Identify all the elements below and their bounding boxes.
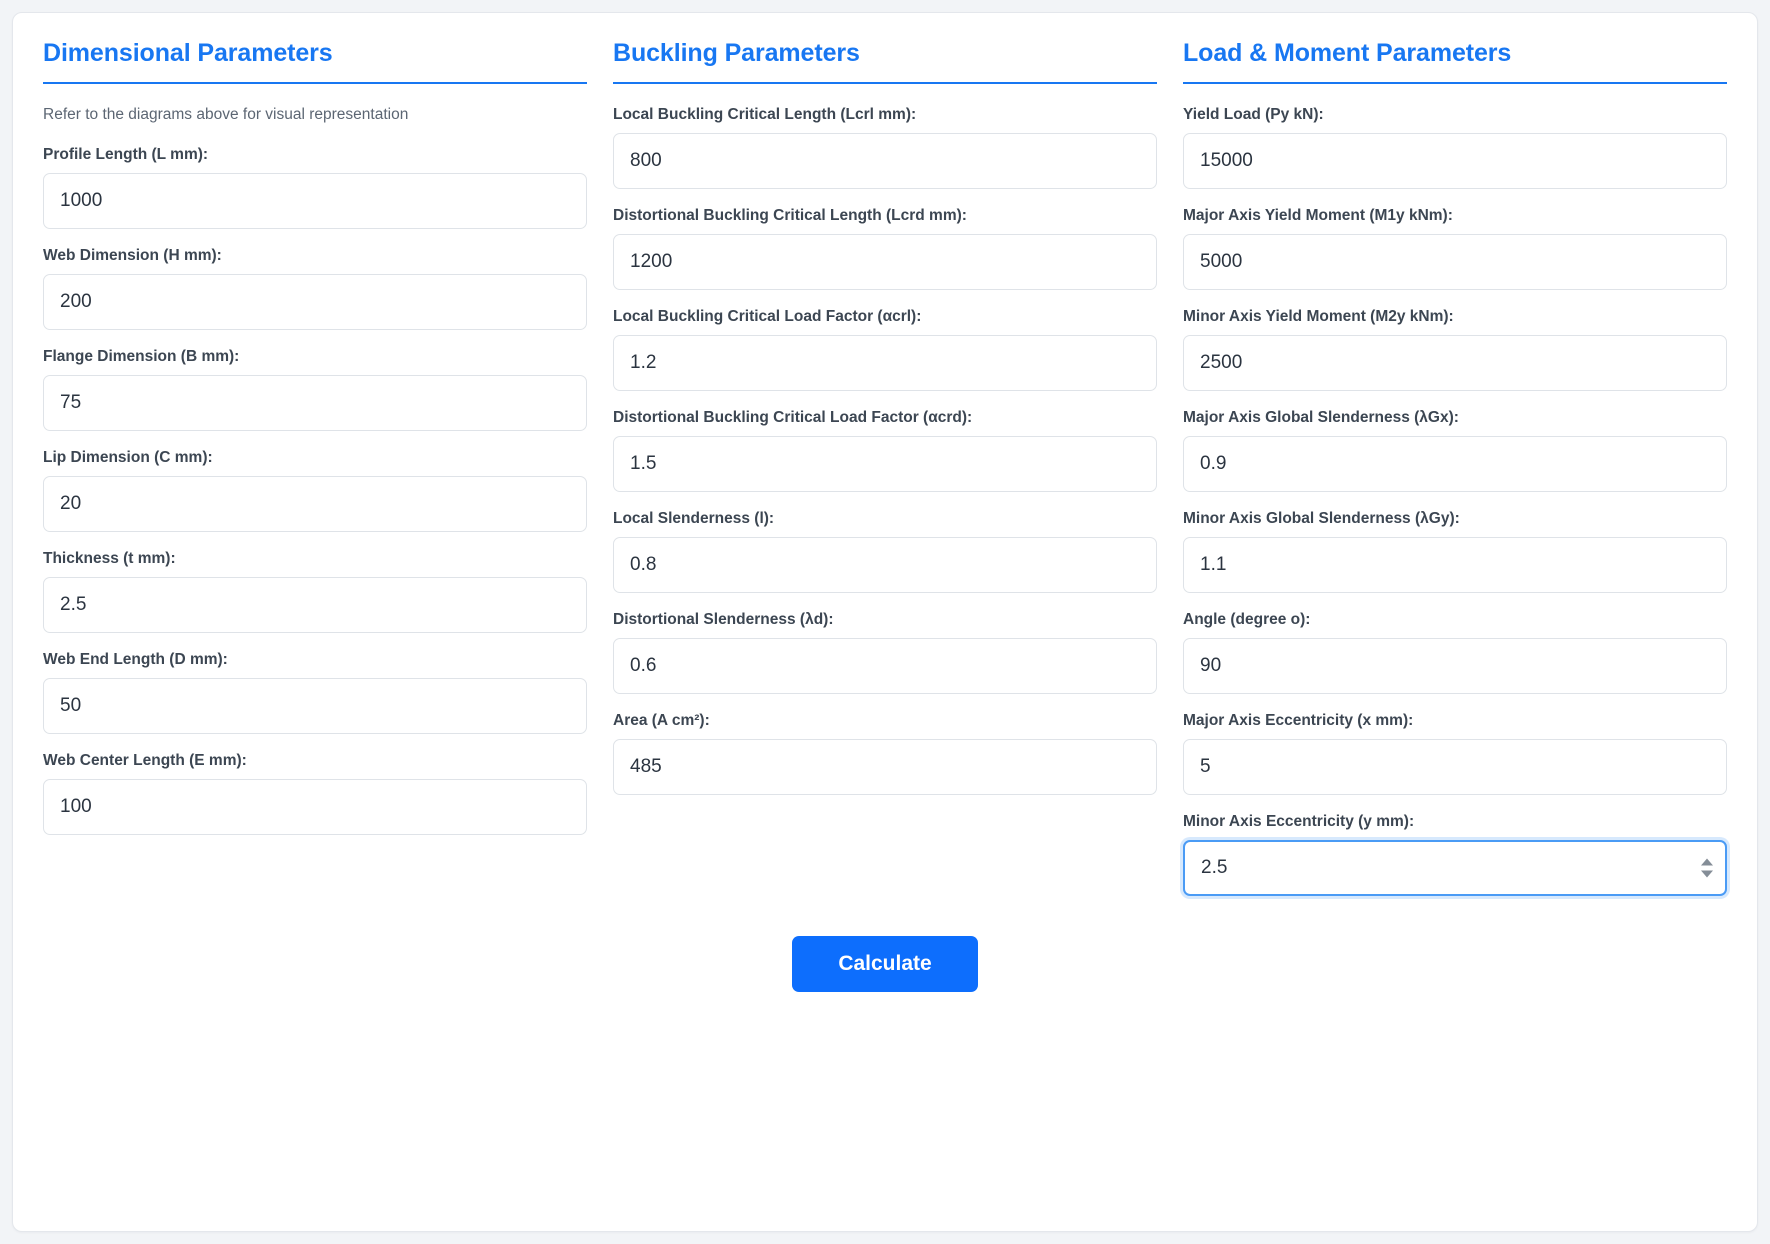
field-web-dimension — [43, 247, 587, 330]
parameters-card — [12, 12, 1758, 1232]
label-lip-dimension: Lip Dimension (C mm): — [43, 449, 213, 466]
input-web-center-length[interactable] — [43, 779, 587, 835]
field-distortional-buckling-critical-length — [613, 207, 1157, 290]
section-title-dimensional: Dimensional Parameters — [43, 35, 587, 84]
input-lip-dimension[interactable] — [43, 476, 587, 532]
field-yield-load — [1183, 106, 1727, 189]
input-minor-axis-global-slenderness[interactable] — [1183, 537, 1727, 593]
stepper-up-icon[interactable] — [1701, 859, 1713, 866]
input-profile-length[interactable] — [43, 173, 587, 229]
input-distortional-buckling-critical-load-factor[interactable] — [613, 436, 1157, 492]
field-minor-axis-global-slenderness — [1183, 510, 1727, 593]
field-distortional-slenderness — [613, 611, 1157, 694]
label-thickness: Thickness (t mm): — [43, 550, 176, 567]
field-major-axis-global-slenderness — [1183, 409, 1727, 492]
label-web-end-length: Web End Length (D mm): — [43, 651, 228, 668]
field-minor-axis-eccentricity — [1183, 813, 1727, 896]
parameter-columns — [43, 35, 1727, 914]
stepper-down-icon[interactable] — [1701, 871, 1713, 878]
label-web-dimension: Web Dimension (H mm): — [43, 247, 222, 264]
input-major-axis-eccentricity[interactable] — [1183, 739, 1727, 795]
field-local-buckling-critical-length — [613, 106, 1157, 189]
field-major-axis-eccentricity — [1183, 712, 1727, 795]
label-major-axis-eccentricity: Major Axis Eccentricity (x mm): — [1183, 712, 1414, 729]
field-major-axis-yield-moment — [1183, 207, 1727, 290]
field-distortional-buckling-critical-load-factor — [613, 409, 1157, 492]
column-dimensional-parameters — [43, 35, 587, 853]
label-distortional-buckling-critical-length: Distortional Buckling Critical Length (Lcrd mm): — [613, 207, 967, 224]
input-minor-axis-eccentricity[interactable] — [1183, 840, 1727, 896]
field-local-slenderness — [613, 510, 1157, 593]
input-minor-axis-yield-moment[interactable] — [1183, 335, 1727, 391]
label-distortional-slenderness: Distortional Slenderness (λd): — [613, 611, 834, 628]
input-yield-load[interactable] — [1183, 133, 1727, 189]
label-major-axis-yield-moment: Major Axis Yield Moment (M1y kNm): — [1183, 207, 1453, 224]
input-local-slenderness[interactable] — [613, 537, 1157, 593]
input-thickness[interactable] — [43, 577, 587, 633]
number-stepper[interactable] — [1701, 859, 1713, 878]
input-local-buckling-critical-length[interactable] — [613, 133, 1157, 189]
input-distortional-buckling-critical-length[interactable] — [613, 234, 1157, 290]
field-angle — [1183, 611, 1727, 694]
column-buckling-parameters — [613, 35, 1157, 813]
form-footer — [43, 936, 1727, 992]
label-area: Area (A cm²): — [613, 712, 710, 729]
input-local-buckling-critical-load-factor[interactable] — [613, 335, 1157, 391]
input-major-axis-yield-moment[interactable] — [1183, 234, 1727, 290]
label-angle: Angle (degree o): — [1183, 611, 1311, 628]
field-local-buckling-critical-load-factor — [613, 308, 1157, 391]
field-minor-axis-yield-moment — [1183, 308, 1727, 391]
input-web-end-length[interactable] — [43, 678, 587, 734]
input-major-axis-global-slenderness[interactable] — [1183, 436, 1727, 492]
label-local-buckling-critical-length: Local Buckling Critical Length (Lcrl mm): — [613, 106, 917, 123]
label-profile-length: Profile Length (L mm): — [43, 146, 209, 163]
field-lip-dimension — [43, 449, 587, 532]
label-web-center-length: Web Center Length (E mm): — [43, 752, 247, 769]
section-title-load-moment: Load & Moment Parameters — [1183, 35, 1727, 84]
calculate-button[interactable]: Calculate — [792, 936, 977, 992]
field-thickness — [43, 550, 587, 633]
input-angle[interactable] — [1183, 638, 1727, 694]
label-local-slenderness: Local Slenderness (l): — [613, 510, 775, 527]
input-distortional-slenderness[interactable] — [613, 638, 1157, 694]
label-yield-load: Yield Load (Py kN): — [1183, 106, 1324, 123]
field-profile-length — [43, 146, 587, 229]
label-distortional-buckling-critical-load-factor: Distortional Buckling Critical Load Factor (αcrd): — [613, 409, 973, 426]
label-flange-dimension: Flange Dimension (B mm): — [43, 348, 240, 365]
field-flange-dimension — [43, 348, 587, 431]
minor-axis-eccentricity-input-wrap — [1183, 840, 1727, 896]
column-load-moment-parameters — [1183, 35, 1727, 914]
field-area — [613, 712, 1157, 795]
diagram-hint-text: Refer to the diagrams above for visual representation — [43, 106, 409, 123]
field-web-center-length — [43, 752, 587, 835]
input-area[interactable] — [613, 739, 1157, 795]
label-major-axis-global-slenderness: Major Axis Global Slenderness (λGx): — [1183, 409, 1459, 426]
section-title-buckling: Buckling Parameters — [613, 35, 1157, 84]
input-web-dimension[interactable] — [43, 274, 587, 330]
label-local-buckling-critical-load-factor: Local Buckling Critical Load Factor (αcrl): — [613, 308, 922, 325]
input-flange-dimension[interactable] — [43, 375, 587, 431]
label-minor-axis-global-slenderness: Minor Axis Global Slenderness (λGy): — [1183, 510, 1460, 527]
label-minor-axis-eccentricity: Minor Axis Eccentricity (y mm): — [1183, 813, 1415, 830]
field-web-end-length — [43, 651, 587, 734]
label-minor-axis-yield-moment: Minor Axis Yield Moment (M2y kNm): — [1183, 308, 1454, 325]
